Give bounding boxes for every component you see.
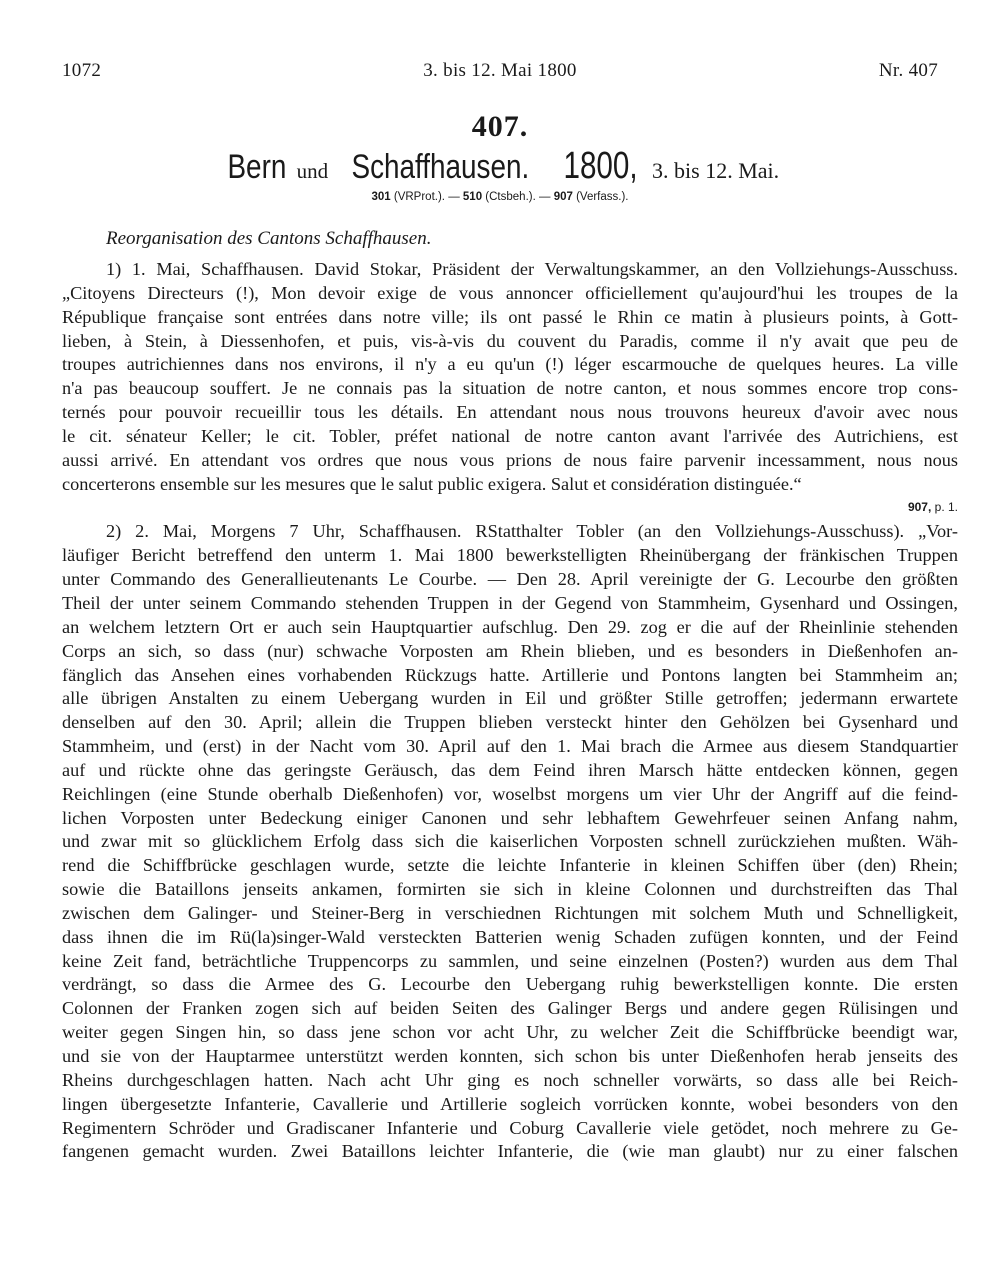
title-und: und xyxy=(296,159,329,183)
text-line: République française sont entrées dans notre ville; ils ont passé le Rhin ce matin à plusieurs points, à Gott- xyxy=(62,306,958,327)
text-line: aussi arrivé. En attendant vos ordres que nous vous prions de nous faire parvenir incessamment, nous nous xyxy=(62,449,958,470)
title-dates: 3. bis 12. Mai. xyxy=(652,158,780,183)
text-line: Rheins durchgeschlagen hatten. Nach acht Uhr ging es noch schneller vorwärts, so dass alle bei Reich- xyxy=(62,1069,958,1090)
text-line: 1) 1. Mai, Schaffhausen. David Stokar, Präsident der Verwaltungskammer, an den Vollziehungs-Ausschuss. xyxy=(106,259,958,279)
text-line: weiter gegen Singen hin, so dass jene schon vor acht Uhr, zu welcher Zeit die Schiffbrücke beendigt war, xyxy=(62,1022,958,1043)
source-references xyxy=(0,191,1000,203)
text-line: lichen Vorposten unter Bedeckung einiger Canonen und sehr lebhaftem Gewehrfeuer seinen Anfang nahm, xyxy=(62,807,958,828)
text-line: sowie die Bataillons jenseits ankamen, formirten sie sich in kleine Colonnen und durchstreiften das Thal xyxy=(62,879,958,900)
text-line: Regimentern Schröder und Gradiscaner Infanterie und Coburg Cavallerie viele getödet, noch mehrere zu Ge- xyxy=(62,1117,958,1138)
text-line: le cit. sénateur Keller; le cit. Tobler, préfet national de notre canton avant l'arrivée des Autrichiens, est xyxy=(62,425,958,446)
title-year: 1800, xyxy=(563,145,638,187)
ref-separator-1: — xyxy=(448,191,460,203)
text-line: an welchem letztern Ort er auch sein Hauptquartier aufschlug. Den 29. zog er die auf der Rheinlinie stehenden xyxy=(62,616,958,637)
ref-label-3: (Verfass.). xyxy=(576,191,629,203)
ref-separator-2: — xyxy=(539,191,551,203)
text-line: läufiger Bericht betreffend den unterm 1. Mai 1800 bewerkstelligten Rheinübergang der fränkischen Truppen xyxy=(62,545,958,566)
text-line: Reichlingen (eine Stunde oberhalb Dießenhofen) vor, woselbst morgens um vier Uhr der Angriff auf die feind- xyxy=(62,783,958,804)
text-line: dass ihnen die im Rü(la)singer-Wald versteckten Batterien wenig Schaden zufügen konnten, und der Feind xyxy=(62,926,958,947)
document-number: 407. xyxy=(471,110,529,143)
ref-number-3: 907 xyxy=(553,191,573,203)
ref-label-1: (VRProt.). xyxy=(393,191,445,203)
text-line: Colonnen der Franken zogen sich auf beiden Seiten des Galinger Bergs und andere gegen Rülisingen und xyxy=(62,998,958,1019)
document-reference: Nr. 407 xyxy=(878,60,938,81)
text-line: auf und rückte ohne das geringste Geräusch, das dem Feind ihren Marsch hätte entdecken können, gegen xyxy=(62,759,958,780)
text-line: verdrängt, so dass die Armee des G. Lecourbe den Uebergang ruhig bewerkstelligen konnte. Die ersten xyxy=(62,974,958,995)
text-line: fänglich das Ansehen eines vorhabenden Rückzugs hatte. Artillerie und Pontons langten bei Stammheim an; xyxy=(62,664,958,685)
text-line: rend die Schiffbrücke geschlagen wurde, setzte die leichte Infanterie in kleinen Schiffen über (den) Rhein; xyxy=(62,855,958,876)
text-line: ternés pour pouvoir recueillir tous les détails. En attendant nous nous trouvons heureux d'avoir avec nous xyxy=(62,402,958,423)
text-line: unter Commando des Generallieutenants Le Courbe. — Den 28. April vereinigte der G. Lecourbe den größten xyxy=(62,569,958,590)
body-text xyxy=(62,258,958,1164)
text-line: alle übrigen Anstalten zu einem Uebergang wurden in Eil und größter Stille getroffen; jedermann erwartete xyxy=(62,688,958,709)
title-bern: Bern xyxy=(227,148,287,186)
text-line: concerterons ensemble sur les mesures que le salut public exigera. Salut et considération distinguée.“ xyxy=(62,473,802,494)
text-line: und sie von der Hauptarmee unterstützt werden konnten, sich schon bis unter Dießenhofen herab jenseits des xyxy=(62,1046,958,1066)
page-number: 1072 xyxy=(62,60,102,81)
text-line: und zwar mit so glücklichem Erfolg dass sich die kaiserlichen Vorposten schnell zurückziehen mußten. Wäh- xyxy=(62,831,958,852)
text-line: zwischen dem Galinger- und Steiner-Berg in verschiednen Richtungen mit solchem Muth und Schnelligkeit, xyxy=(62,902,958,923)
text-line: lieben, à Stein, à Diessenhofen, et puis, vis-à-vis du couvent du Paradis, comme il n'y avait que peu de xyxy=(62,330,958,351)
text-line: Theil der unter seinem Commando stehenden Truppen in der Gegend von Stammheim, Gysenhard und Ossingen, xyxy=(62,592,958,613)
ref-label-2: (Ctsbeh.). xyxy=(485,191,536,203)
text-line: n'a pas beaucoup souffert. Je ne connais pas la situation de notre canton, et nous sommes encore trop cons- xyxy=(62,378,958,399)
text-line: 2) 2. Mai, Morgens 7 Uhr, Schaffhausen. RStatthalter Tobler (an den Vollziehungs-Ausschuss). „Vor- xyxy=(106,521,958,542)
section-subtitle: Reorganisation des Cantons Schaffhausen. xyxy=(106,228,432,249)
citation-number: 907, xyxy=(907,500,932,515)
text-line: Stammheim, und (erst) in der Nacht vom 30. April auf den 1. Mai brach die Armee aus diesem Standquartier xyxy=(62,736,958,757)
ref-number-1: 301 xyxy=(371,191,391,203)
text-line: denselben auf den 30. April; allein die Truppen blieben versteckt hinter den Gehölzen bei Gysenhard und xyxy=(62,712,958,733)
ref-number-2: 510 xyxy=(462,191,483,203)
running-header-date: 3. bis 12. Mai 1800 xyxy=(423,60,577,81)
title-schaffhausen: Schaffhausen. xyxy=(351,148,530,186)
document-title xyxy=(0,145,1000,188)
citation-page: p. 1. xyxy=(934,500,958,515)
text-line: troupes autrichiennes dans nos environs, il n'y a eu qu'un (!) léger escarmouche de quelques heures. La ville xyxy=(62,354,958,375)
text-line: fangenen gemacht wurden. Zwei Bataillons leichter Infanterie, die (wie man glaubt) nur zu einer falschen xyxy=(62,1141,958,1162)
text-line: „Citoyens Directeurs (!), Mon devoir exige de vous annoncer officiellement qu'aujourd'hui les troupes de la xyxy=(62,282,958,303)
text-line: Corps an sich, so dass (nur) schwache Vorposten am Rhein blieben, und es besonders in Dießenhofen an- xyxy=(62,640,958,661)
text-line: lingen übergesetzte Infanterie, Cavallerie und Artillerie sogleich vorrücken konnte, wobei besonders von den xyxy=(62,1093,958,1114)
text-line: keine Zeit fand, beträchtliche Truppencorps zu sammlen, und seine einzelnen (Posten?) wurden aus dem Thal xyxy=(62,950,958,971)
source-citation xyxy=(62,496,958,518)
